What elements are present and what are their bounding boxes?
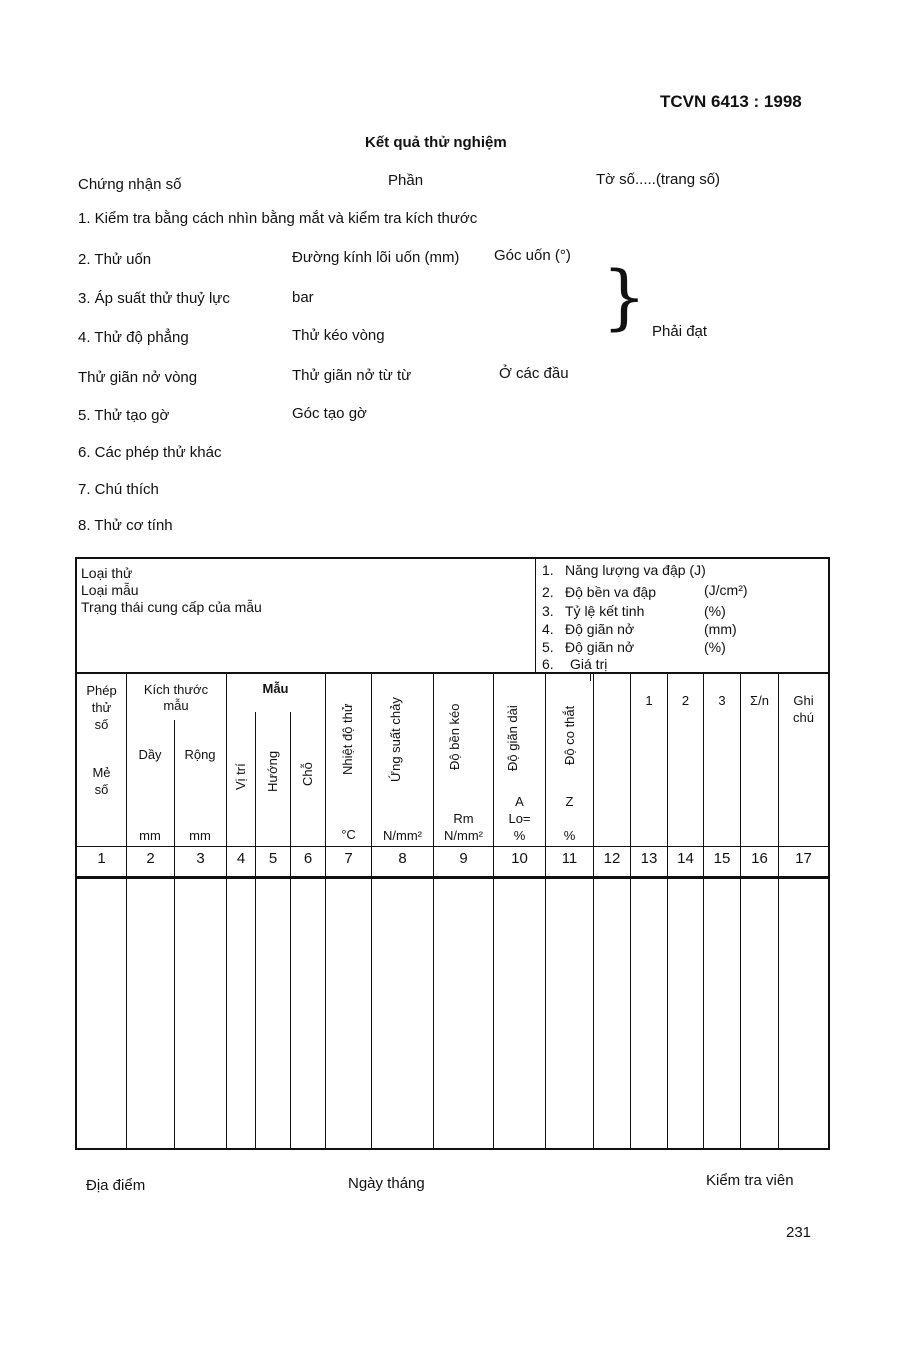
header-tensile-strength: Độ bền kéo	[447, 703, 462, 770]
info-right-n: 4.	[542, 621, 554, 637]
header-thickness: Dầy	[138, 747, 162, 762]
column-number: 10	[511, 850, 528, 867]
col-line-12	[630, 673, 631, 1149]
info-right-text: Tỷ lệ kết tinh	[565, 603, 645, 619]
header-width: Rộng	[184, 747, 216, 762]
col-line-14	[703, 673, 704, 1149]
item-7: 7. Chú thích	[78, 481, 159, 498]
cert-no-label: Chứng nhận số	[78, 176, 182, 193]
column-number: 1	[97, 850, 106, 867]
item-2-col2: Đường kính lõi uốn (mm)	[292, 249, 460, 266]
header-batch-no-1: Mẻ	[92, 765, 111, 780]
header-note-1: Ghi	[793, 693, 814, 708]
info-sample-type: Loại mẫu	[81, 582, 139, 598]
label-rm: Rm	[453, 811, 474, 826]
column-number: 11	[561, 850, 578, 867]
info-right-text: Giá trị	[570, 656, 608, 672]
header-separator	[75, 846, 830, 847]
info-tick	[590, 673, 591, 681]
column-number: 12	[603, 850, 621, 867]
header-batch-no-2: số	[94, 782, 109, 797]
header-reduction-of-area: Độ co thắt	[562, 705, 577, 765]
item-4: 4. Thử độ phẳng	[78, 329, 189, 346]
info-right-text: Độ bền va đập	[565, 584, 657, 600]
header-yield-stress: Ứng suất chảy	[388, 697, 403, 782]
header-direction: Hướng	[265, 750, 280, 792]
item-5-col2: Góc tạo gờ	[292, 405, 367, 422]
table-border-bottom	[75, 1148, 830, 1150]
column-number: 9	[459, 850, 468, 867]
col-line-15	[740, 673, 741, 1149]
header-test-no-1: Phép	[86, 683, 117, 698]
item-2: 2. Thử uốn	[78, 251, 152, 268]
item-ring-expansion: Thử giãn nở vòng	[78, 369, 198, 386]
info-test-type: Loại thử	[81, 565, 133, 581]
col-line-8	[433, 673, 434, 1149]
info-right-n: 3.	[542, 603, 554, 619]
label-a: A	[515, 794, 524, 809]
header-dimensions-2: mẫu	[163, 698, 189, 713]
footer-inspector: Kiểm tra viên	[706, 1172, 794, 1189]
header-position: Vị trí	[233, 763, 248, 790]
header-value-3: 3	[718, 693, 726, 708]
column-number: 4	[236, 850, 246, 867]
column-number: 6	[303, 850, 313, 867]
col-line-1	[126, 673, 127, 1149]
header-test-temperature: Nhiệt độ thử	[340, 703, 355, 775]
unit-celsius: °C	[341, 827, 356, 842]
col-line-3	[226, 673, 227, 1149]
brace-symbol: }	[602, 256, 647, 338]
form-title: Kết quả thử nghiệm	[365, 134, 507, 151]
header-note-2: chú	[793, 710, 814, 725]
header-test-no-3: số	[94, 717, 109, 732]
part-label: Phần	[388, 172, 424, 189]
unit-percent-elongation: %	[513, 828, 526, 843]
info-right-unit: (%)	[704, 639, 726, 655]
must-pass-label: Phải đạt	[652, 323, 708, 340]
header-value-1: 1	[645, 693, 653, 708]
info-right-n: 2.	[542, 584, 554, 600]
column-number: 3	[196, 850, 205, 867]
standard-code: TCVN 6413 : 1998	[660, 92, 802, 111]
col-line-7	[371, 673, 372, 1149]
header-test-no-2: thử	[91, 700, 112, 715]
info-right-unit: (mm)	[704, 621, 737, 637]
column-number: 17	[795, 850, 812, 867]
col-line-2	[174, 720, 175, 1149]
sheet-no-label: Tờ số.....(trang số)	[596, 171, 721, 188]
col-line-10	[545, 673, 546, 1149]
page-number: 231	[786, 1224, 812, 1241]
table-border-top	[75, 557, 830, 559]
header-elongation: Độ giãn dài	[505, 705, 520, 771]
col-line-5	[290, 712, 291, 1149]
column-number: 7	[344, 850, 353, 867]
col-line-11	[593, 673, 594, 1149]
header-place: Chỗ	[300, 762, 315, 786]
column-number: 15	[713, 850, 731, 867]
item-5: 5. Thử tạo gờ	[78, 407, 170, 424]
header-sample: Mẫu	[262, 681, 289, 696]
info-right-text: Độ giãn nở	[565, 621, 635, 637]
footer-place: Địa điểm	[86, 1177, 146, 1194]
unit-tensile: N/mm²	[444, 828, 483, 843]
info-right-n: 6.	[542, 656, 554, 672]
item-8: 8. Thử cơ tính	[78, 517, 173, 534]
column-number: 14	[677, 850, 694, 867]
info-right-text: Độ giãn nở	[565, 639, 635, 655]
numbers-separator	[75, 876, 830, 879]
item-4-col2: Thử kéo vòng	[292, 327, 385, 344]
info-separator	[75, 672, 830, 674]
info-divider	[535, 557, 536, 673]
info-right-text: Năng lượng va đập (J)	[565, 562, 706, 578]
item-3: 3. Áp suất thử thuỷ lực	[78, 290, 230, 307]
label-z: Z	[565, 794, 574, 809]
footer-date: Ngày tháng	[348, 1175, 425, 1192]
col-line-6	[325, 673, 326, 1149]
info-supply-condition: Trạng thái cung cấp của mẫu	[81, 599, 262, 615]
info-right-n: 1.	[542, 562, 554, 578]
column-number: 2	[146, 850, 155, 867]
header-value-2: 2	[681, 693, 690, 708]
table-border-right	[828, 557, 830, 1150]
column-number: 16	[751, 850, 768, 867]
info-right-n: 5.	[542, 639, 554, 655]
unit-mm-thickness: mm	[139, 828, 161, 843]
header-dimensions-1: Kích thước	[143, 682, 209, 697]
info-right-unit: (%)	[704, 603, 726, 619]
unit-mm-width: mm	[189, 828, 211, 843]
col-line-16	[778, 673, 779, 1149]
label-lo: Lo=	[508, 811, 531, 826]
header-average: Σ/n	[750, 693, 769, 708]
item-6: 6. Các phép thử khác	[78, 444, 222, 461]
info-right-unit: (J/cm²)	[704, 582, 748, 598]
column-number: 5	[268, 850, 278, 867]
item-ring-col3: Ở các đầu	[499, 365, 569, 382]
col-line-9	[493, 673, 494, 1149]
unit-yield: N/mm²	[383, 828, 422, 843]
item-ring-col2: Thử giãn nở từ từ	[292, 367, 412, 384]
unit-percent-reduction: %	[563, 828, 576, 843]
column-number: 13	[640, 850, 658, 867]
col-line-13	[667, 673, 668, 1149]
item-1: 1. Kiểm tra bằng cách nhìn bằng mắt và kiểm tra kích thước	[78, 210, 478, 227]
item-2-col3: Góc uốn (°)	[494, 247, 571, 264]
item-3-col2: bar	[292, 289, 314, 306]
col-line-4	[255, 712, 256, 1149]
column-number: 8	[398, 850, 407, 867]
